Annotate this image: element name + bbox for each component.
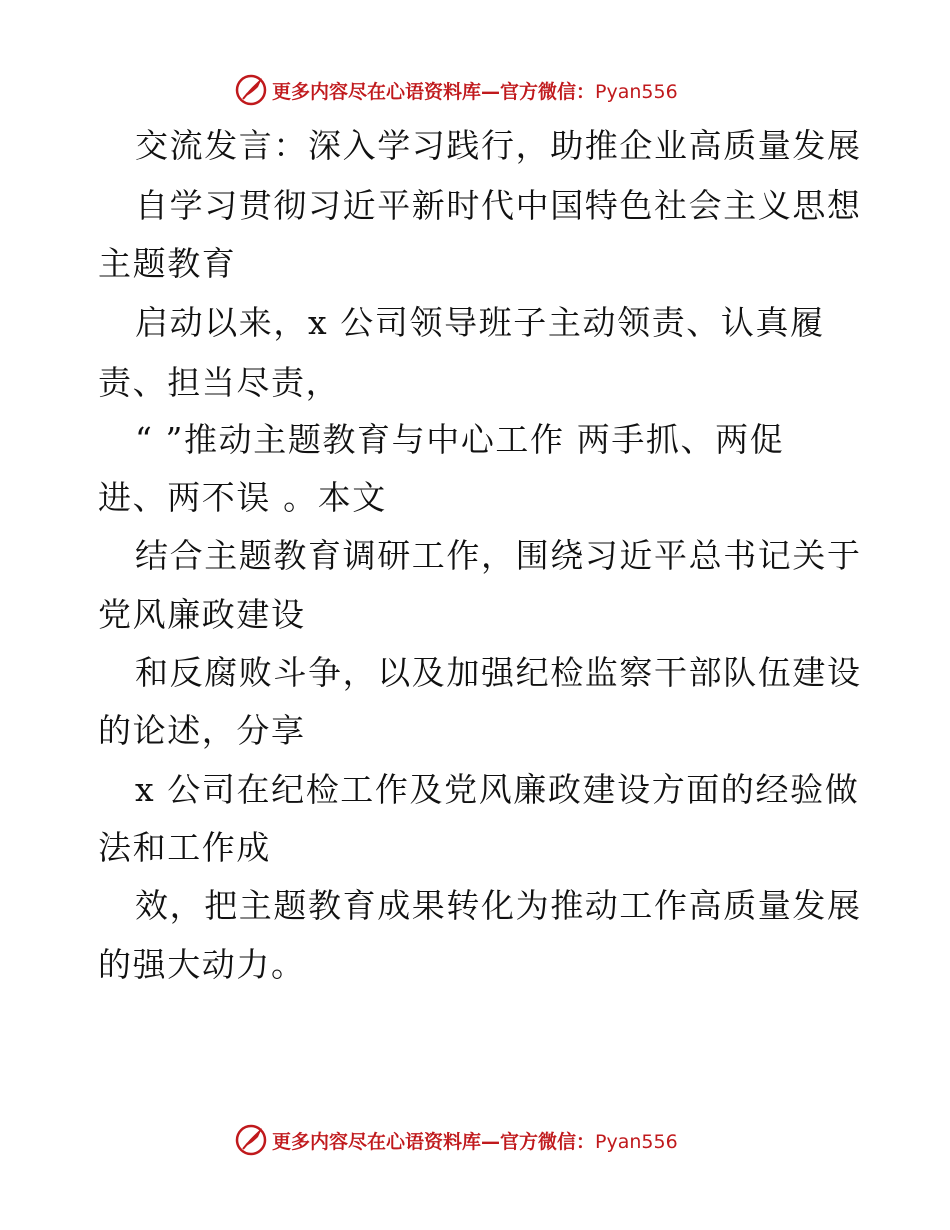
quill-logo-icon <box>234 1123 268 1157</box>
text-line: 进、两不误 。本文 <box>98 478 387 517</box>
footer-banner <box>0 1120 950 1160</box>
text-line: 的强大动力。 <box>98 945 306 984</box>
wechat-account: Pyan556 <box>595 80 678 103</box>
text-line: 主题教育 <box>98 244 237 283</box>
text-line: 自学习贯彻习近平新时代中国特色社会主义思想 <box>135 186 862 225</box>
quill-logo-icon <box>234 73 268 107</box>
banner-text: 更多内容尽在心语资料库—官方微信：Pyan556 <box>272 80 678 103</box>
wechat-account: Pyan556 <box>595 1130 678 1153</box>
text-line: 的论述，分享 <box>98 711 306 750</box>
text-line: 法和工作成 <box>98 828 271 867</box>
text-line: 结合主题教育调研工作，围绕习近平总书记关于 <box>135 536 862 575</box>
banner-text: 更多内容尽在心语资料库—官方微信：Pyan556 <box>272 1130 678 1153</box>
text-line: 责、担当尽责， <box>98 363 341 402</box>
text-line: “ ”推动主题教育与中心工作 两手抓、两促 <box>135 420 785 459</box>
text-line: 党风廉政建设 <box>98 595 306 634</box>
text-line: 效，把主题教育成果转化为推动工作高质量发展 <box>135 886 862 925</box>
document-title: 交流发言：深入学习践行，助推企业高质量发展 <box>135 126 862 165</box>
header-banner <box>0 70 950 110</box>
text-line: 启动以来，x 公司领导班子主动领责、认真履 <box>135 303 825 342</box>
text-line: 和反腐败斗争，以及加强纪检监察干部队伍建设 <box>135 653 862 692</box>
text-line: x 公司在纪检工作及党风廉政建设方面的经验做 <box>135 770 860 809</box>
